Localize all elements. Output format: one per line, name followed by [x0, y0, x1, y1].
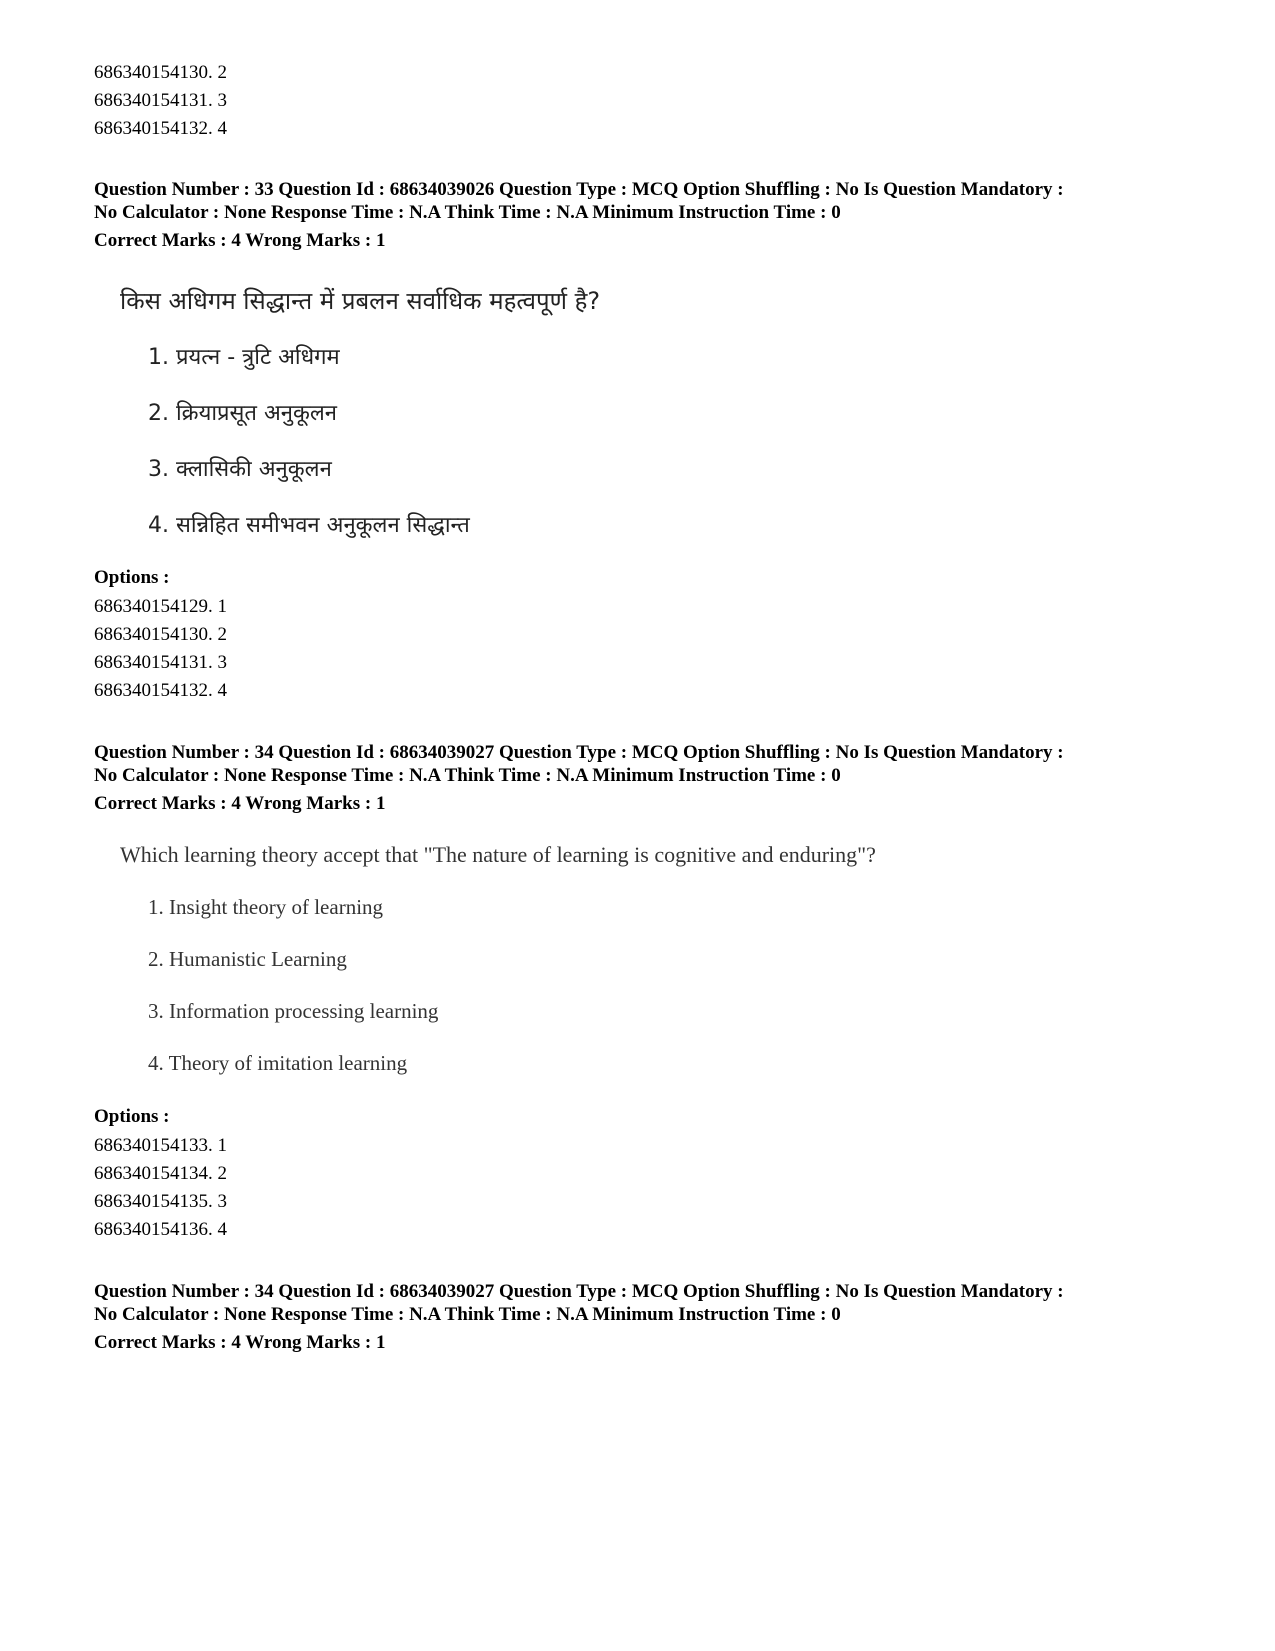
question-34-choice-4: 4. Theory of imitation learning [148, 1051, 408, 1075]
question-33-meta-line-2: No Calculator : None Response Time : N.A Think Time : N.A Minimum Instruction Time : 0 [94, 202, 841, 223]
question-34-options-label: Options : [94, 1106, 170, 1127]
question-33-option-id: 686340154132. 4 [94, 680, 227, 701]
question-34-repeat-meta-line-2: No Calculator : None Response Time : N.A Think Time : N.A Minimum Instruction Time : 0 [94, 1304, 841, 1325]
question-34-meta-line-2: No Calculator : None Response Time : N.A Think Time : N.A Minimum Instruction Time : 0 [94, 765, 841, 786]
question-34-choice-2: 2. Humanistic Learning [148, 947, 347, 971]
question-33-meta-line-1: Question Number : 33 Question Id : 68634039026 Question Type : MCQ Option Shuffling : No Is Question Mandatory : [94, 179, 1064, 200]
question-33-choice-1: 1. प्रयत्न - त्रुटि अधिगम [148, 345, 340, 370]
question-33-option-id: 686340154131. 3 [94, 652, 227, 673]
question-33-marks: Correct Marks : 4 Wrong Marks : 1 [94, 230, 386, 251]
question-34-option-id: 686340154135. 3 [94, 1191, 227, 1212]
question-34-choice-1: 1. Insight theory of learning [148, 895, 384, 919]
question-33-choice-3: 3. क्लासिकी अनुकूलन [148, 457, 332, 482]
question-33-options-label: Options : [94, 567, 170, 588]
question-34-option-id: 686340154133. 1 [94, 1135, 227, 1156]
question-33-choice-2: 2. क्रियाप्रसूत अनुकूलन [148, 401, 337, 426]
question-34-text: Which learning theory accept that "The nature of learning is cognitive and enduring"? [120, 842, 876, 867]
option-id-line: 686340154131. 3 [94, 90, 227, 111]
option-id-line: 686340154130. 2 [94, 62, 227, 83]
question-33-option-id: 686340154130. 2 [94, 624, 227, 645]
question-33-choice-4: 4. सन्निहित समीभवन अनुकूलन सिद्धान्त [148, 513, 470, 538]
question-34-repeat-meta-line-1: Question Number : 34 Question Id : 68634039027 Question Type : MCQ Option Shuffling : No Is Question Mandatory : [94, 1281, 1064, 1302]
question-34-marks: Correct Marks : 4 Wrong Marks : 1 [94, 793, 386, 814]
option-id-line: 686340154132. 4 [94, 118, 227, 139]
question-33-text: किस अधिगम सिद्धान्त में प्रबलन सर्वाधिक महत्वपूर्ण है? [120, 287, 601, 315]
question-34-option-id: 686340154136. 4 [94, 1219, 227, 1240]
question-33-option-id: 686340154129. 1 [94, 596, 227, 617]
question-34-option-id: 686340154134. 2 [94, 1163, 227, 1184]
question-34-choice-3: 3. Information processing learning [148, 999, 439, 1023]
question-34-meta-line-1: Question Number : 34 Question Id : 68634039027 Question Type : MCQ Option Shuffling : No Is Question Mandatory : [94, 742, 1064, 763]
question-34-repeat-marks: Correct Marks : 4 Wrong Marks : 1 [94, 1332, 386, 1353]
